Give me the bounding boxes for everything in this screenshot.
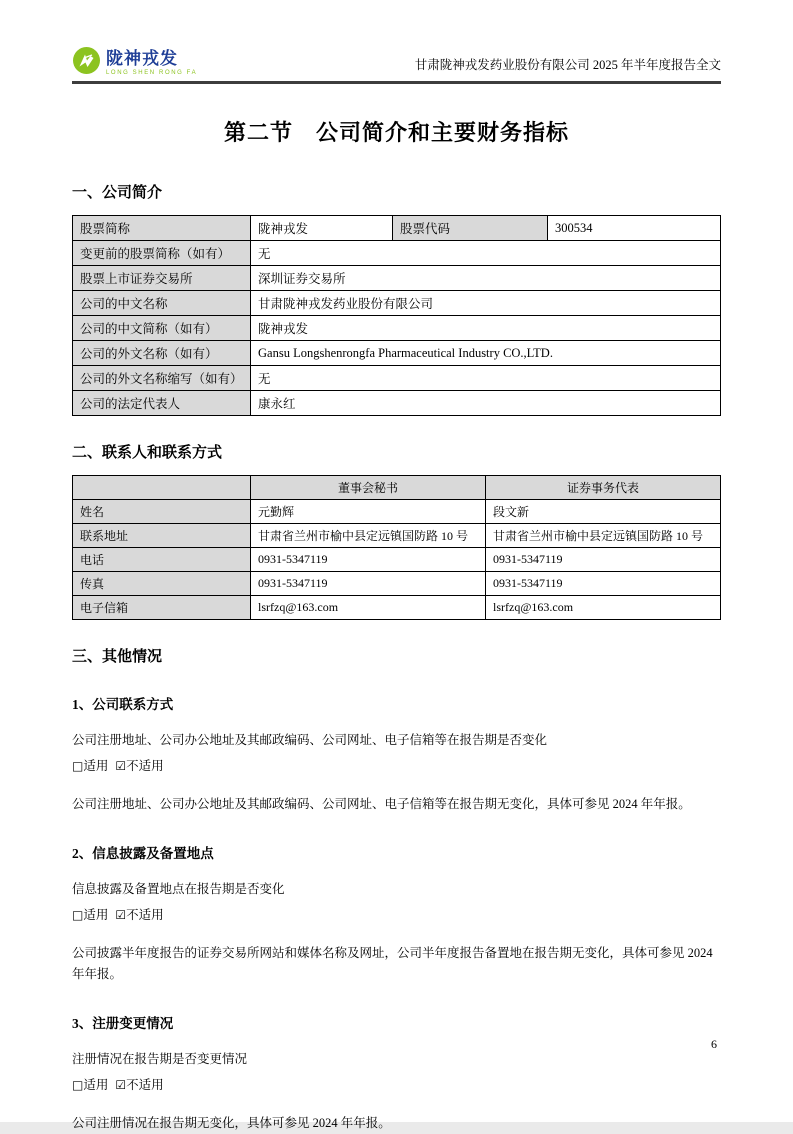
table-row [73, 291, 721, 316]
answer-text: 公司注册情况在报告期无变化，具体可参见 2024 年年报。 [72, 1116, 391, 1130]
section-heading-company-profile: 一、公司简介 [72, 185, 163, 201]
checkbox-unchecked-icon: □ [72, 908, 84, 922]
checkbox-unchecked-icon: □ [72, 759, 84, 773]
not-applicable-label: 不适用 [126, 759, 164, 773]
cell-label: 传真 [73, 572, 251, 596]
applicable-label: 适用 [83, 908, 109, 922]
logo-en-text: LONG SHEN RONG FA [106, 70, 198, 76]
table-row [73, 216, 721, 241]
company-logo [72, 44, 197, 76]
cell-label: 公司的法定代表人 [73, 391, 251, 416]
cell-label: 公司的外文名称（如有） [73, 341, 251, 366]
cell-secretary: lsrfzq@163.com [251, 596, 486, 620]
cell-value: 无 [251, 241, 721, 266]
page-number: 6 [711, 1037, 717, 1051]
not-applicable-label: 不适用 [126, 908, 164, 922]
cell-label: 姓名 [73, 500, 251, 524]
corner-cell [73, 476, 251, 500]
cell-value: Gansu Longshenrongfa Pharmaceutical Industry CO.,LTD. [251, 341, 721, 366]
table-row [73, 316, 721, 341]
question-text: 信息披露及备置地点在报告期是否变化 [72, 882, 285, 896]
table-header-row [73, 476, 721, 500]
col-header-board-secretary: 董事会秘书 [251, 476, 486, 500]
cell-representative: 甘肃省兰州市榆中县定远镇国防路 10 号 [486, 524, 721, 548]
question-text: 注册情况在报告期是否变更情况 [72, 1052, 248, 1066]
logo-mark-icon [72, 46, 101, 75]
section-heading-other: 三、其他情况 [72, 649, 163, 665]
cell-secretary: 0931-5347119 [251, 548, 486, 572]
cell-representative: 0931-5347119 [486, 548, 721, 572]
cell-label: 股票上市证券交易所 [73, 266, 251, 291]
question-text: 公司注册地址、公司办公地址及其邮政编码、公司网址、电子信箱等在报告期是否变化 [72, 733, 548, 747]
answer-text: 公司注册地址、公司办公地址及其邮政编码、公司网址、电子信箱等在报告期无变化，具体可参见 2024 年年报。 [72, 797, 691, 811]
subsection-heading-company-contact: 1、公司联系方式 [72, 697, 174, 712]
checkbox-unchecked-icon: □ [72, 1078, 84, 1092]
cell-value: 无 [251, 366, 721, 391]
cell-representative: 段文新 [486, 500, 721, 524]
table-row [73, 341, 721, 366]
cell-stock-abbr-label: 股票简称 [73, 216, 251, 241]
table-row [73, 241, 721, 266]
cell-secretary: 元勤辉 [251, 500, 486, 524]
cell-stock-abbr-value: 陇神戎发 [251, 216, 393, 241]
cell-value: 陇神戎发 [251, 316, 721, 341]
checkbox-checked-icon: ☑ [115, 1078, 127, 1092]
table-row [73, 524, 721, 548]
cell-secretary: 甘肃省兰州市榆中县定远镇国防路 10 号 [251, 524, 486, 548]
cell-label: 电话 [73, 548, 251, 572]
applicable-label: 适用 [83, 1078, 109, 1092]
logo-text [106, 44, 197, 76]
col-header-securities-rep: 证券事务代表 [486, 476, 721, 500]
applicable-label: 适用 [83, 759, 109, 773]
page-header [72, 0, 721, 84]
subsection-heading-disclosure: 2、信息披露及备置地点 [72, 846, 214, 861]
applicability-line [72, 1075, 721, 1096]
cell-stock-code-value: 300534 [548, 216, 721, 241]
not-applicable-label: 不适用 [126, 1078, 164, 1092]
table-row [73, 391, 721, 416]
cell-label: 变更前的股票简称（如有） [73, 241, 251, 266]
cell-value: 甘肃陇神戎发药业股份有限公司 [251, 291, 721, 316]
company-profile-table [72, 215, 721, 416]
table-row [73, 548, 721, 572]
table-row [73, 266, 721, 291]
cell-label: 电子信箱 [73, 596, 251, 620]
checkbox-checked-icon: ☑ [115, 908, 127, 922]
section-heading-contacts: 二、联系人和联系方式 [72, 445, 223, 461]
checkbox-checked-icon: ☑ [115, 759, 127, 773]
page-title: 第二节 公司简介和主要财务指标 [223, 120, 569, 145]
table-row [73, 500, 721, 524]
cell-label: 公司的中文名称 [73, 291, 251, 316]
applicability-line [72, 756, 721, 777]
answer-text: 公司披露半年度报告的证券交易所网站和媒体名称及网址，公司半年度报告备置地在报告期无变化，具体可参见 2024 年年报。 [72, 946, 713, 981]
header-doc-title: 甘肃陇神戎发药业股份有限公司 2025 年半年度报告全文 [414, 58, 721, 72]
cell-value: 深圳证券交易所 [251, 266, 721, 291]
applicability-line [72, 905, 721, 926]
cell-representative: lsrfzq@163.com [486, 596, 721, 620]
cell-label: 公司的中文简称（如有） [73, 316, 251, 341]
cell-secretary: 0931-5347119 [251, 572, 486, 596]
cell-representative: 0931-5347119 [486, 572, 721, 596]
table-row [73, 366, 721, 391]
cell-stock-code-label: 股票代码 [393, 216, 548, 241]
subsection-heading-registration-change: 3、注册变更情况 [72, 1016, 174, 1031]
table-row [73, 572, 721, 596]
cell-label: 公司的外文名称缩写（如有） [73, 366, 251, 391]
cell-value: 康永红 [251, 391, 721, 416]
contacts-table [72, 475, 721, 620]
cell-label: 联系地址 [73, 524, 251, 548]
table-row [73, 596, 721, 620]
logo-cn-text: 陇神戎发 [106, 49, 178, 68]
